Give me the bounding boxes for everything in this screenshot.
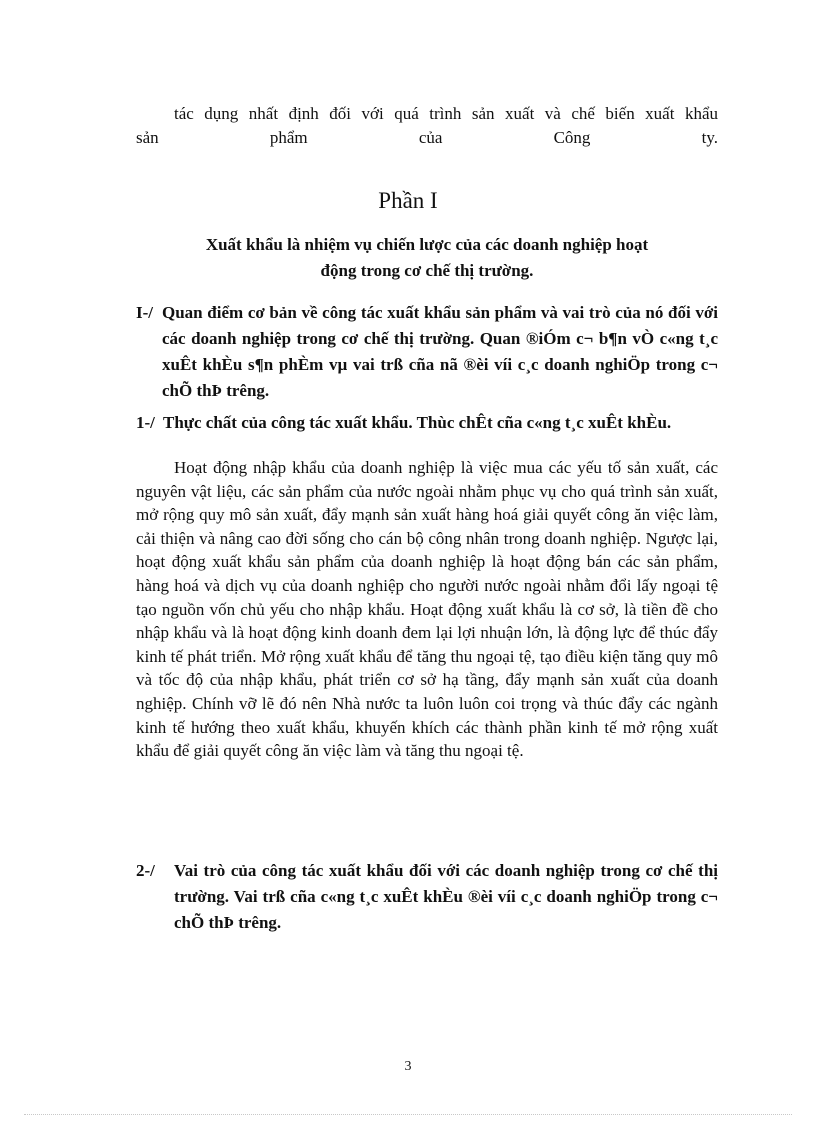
section-heading-1-1	[136, 410, 718, 436]
intro-line-1: tác dụng nhất định đối với quá trình sản xuất và chế biến xuất khẩu	[174, 104, 718, 123]
subtitle-line-2: động trong cơ chế thị trường.	[320, 261, 534, 280]
section-number: I-/	[136, 303, 153, 322]
section-heading-1-2	[136, 858, 718, 936]
part-title: Phần I	[378, 188, 438, 213]
section-heading-text: Vai trò của công tác xuất khẩu đối với các doanh nghiệp trong cơ chế thị trường. Vai trß cña c«ng t¸c xuÊt khÈu ®èi víi c¸c doanh nghiÖp trong c¬ chÕ thÞ trêng.	[174, 861, 718, 932]
section-heading-text: Thực chất của công tác xuất khẩu. Thùc chÊt cña c«ng t¸c xuÊt khÈu.	[163, 413, 672, 432]
intro-line-2: sản phẩm của Công ty.	[136, 128, 718, 147]
body-paragraph: Hoạt động nhập khẩu của doanh nghiệp là việc mua các yếu tố sản xuất, các nguyên vật liệu, các sản phẩm của nước ngoài nhằm phục vụ cho quá trình sản xuất, mở rộng quy mô sản xuất, đẩy mạnh sản xuất hàng hoá giải quyết công ăn việc làm, cải thiện và nâng cao đời sống cho cán bộ công nhân trong doanh nghiệp. Ngược lại, hoạt động xuất khẩu sản phẩm của doanh nghiệp là hoạt động bán các sản phẩm, hàng hoá và dịch vụ của doanh nghiệp cho người nước ngoài nhằm đổi lấy ngoại tệ tạo nguồn vốn chủ yếu cho nhập khẩu. Hoạt động xuất khẩu là cơ sở, là tiền đề cho nhập khẩu và là hoạt động kinh doanh đem lại lợi nhuận lớn, là động lực để thúc đẩy kinh tế phát triển. Mở rộng xuất khẩu để tăng thu ngoại tệ, tạo điều kiện tăng quy mô và tốc độ của nhập khẩu, phát triển cơ sở hạ tầng, đẩy mạnh sản xuất của doanh nghiệp. Chính vỡ lẽ đó nên Nhà nước ta luôn luôn coi trọng và thúc đẩy các ngành kinh tế hướng theo xuất khẩu, khuyến khích các thành phần kinh tế mở rộng xuất khẩu để giải quyết công ăn việc làm và tăng thu ngoại tệ.	[136, 458, 718, 761]
intro-paragraph	[136, 102, 718, 150]
part-subtitle	[136, 232, 718, 284]
page-number: 3	[404, 1059, 412, 1074]
section-number: 2-/	[136, 861, 155, 880]
section-heading-text: Quan điểm cơ bản về công tác xuất khẩu sản phẩm và vai trò của nó đối với các doanh nghiệp trong cơ chế thị trường. Quan ®iÓm c¬ b¶n vÒ c«ng t¸c xuÊt khÈu s¶n phÈm vµ vai trß cña nã ®èi víi c¸c doanh nghiÖp trong c¬ chÕ thÞ trêng.	[162, 303, 718, 400]
page-bottom-divider	[24, 1114, 792, 1115]
section-heading-1	[136, 300, 718, 404]
subtitle-line-1: Xuất khẩu là nhiệm vụ chiến lược của các doanh nghiệp hoạt	[205, 235, 649, 254]
section-number: 1-/	[136, 413, 155, 432]
